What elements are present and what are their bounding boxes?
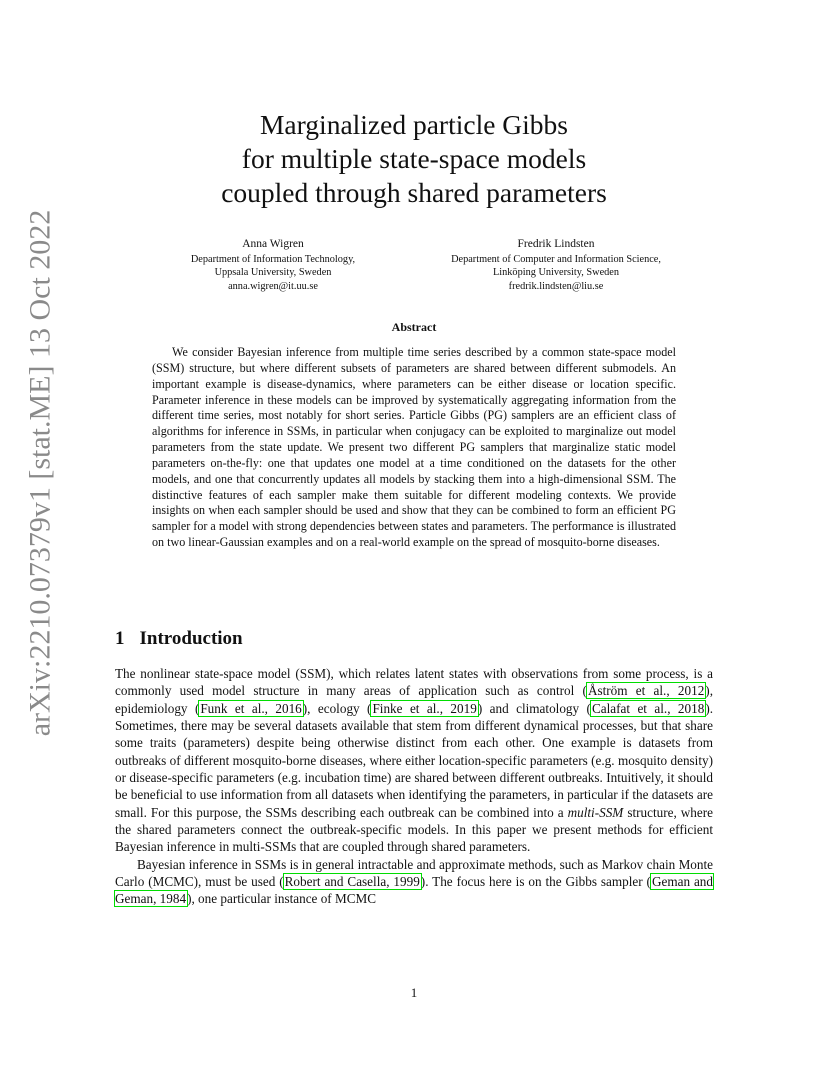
text-run: ). The focus here is on the Gibbs sampler ( xyxy=(420,874,651,890)
citation-link[interactable]: Finke et al., 2019 xyxy=(372,700,477,716)
section-number: 1 xyxy=(115,628,125,649)
text-run: ) and climatology ( xyxy=(477,700,591,716)
author-2 xyxy=(428,238,684,293)
emphasis: multi-SSM xyxy=(567,804,624,820)
page-number: 1 xyxy=(410,985,418,1000)
text-run: ), one particular instance of MCMC xyxy=(187,891,377,907)
paper-title xyxy=(115,108,713,210)
citation-link[interactable]: Funk et al., 2016 xyxy=(200,700,302,716)
author-name: Fredrik Lindsten xyxy=(517,238,595,250)
text-run: ), epidemiology ( xyxy=(115,683,713,716)
title-line-3: coupled through shared parameters xyxy=(221,177,607,208)
text-run: ), ecology ( xyxy=(302,700,372,716)
section-title: Introduction xyxy=(139,628,243,649)
introduction-body xyxy=(115,665,713,908)
title-line-1: Marginalized particle Gibbs xyxy=(259,109,568,140)
citation-link[interactable]: Calafat et al., 2018 xyxy=(591,700,705,716)
abstract-heading: Abstract xyxy=(391,320,437,334)
author-institution: Linköping University, Sweden xyxy=(492,267,620,278)
text-run: The nonlinear state-space model (SSM), which relates latent states with observations from some process, is a commonly used model structure in many areas of application such as control ( xyxy=(115,666,713,699)
author-department: Department of Computer and Information Science, xyxy=(451,253,661,265)
abstract-text: We consider Bayesian inference from multiple time series described by a common state-space model (SSM) structure, but where different subsets of parameters are shared between different submodels. An important example is disease-dynamics, where parameters can be either disease or location specific. Parameter inference in these models can be improved by systematically aggregating information from the different time series, most notably for short series. Particle Gibbs (PG) samplers are an efficient class of algorithms for inference in SSMs, in particular when conjugacy can be exploited to marginalize out model parameters from the state update. We present two different PG samplers that marginalize static model parameters on-the-fly: one that updates one model at a time conditioned on the datasets for the other models, and one that concurrently updates all models by stacking them into a high-dimensional SSM. The distinctive features of each sampler make them suitable for different modeling contexts. We provide insights on when each sampler should be used and show that they can be combined to form an efficient PG sampler for a model with strong dependencies between states and parameters. The performance is illustrated on two linear-Gaussian examples and on a real-world example on the spread of mosquito-borne diseases. xyxy=(152,345,676,550)
paragraph xyxy=(115,665,713,856)
author-email[interactable]: fredrik.lindsten@liu.se xyxy=(508,280,604,292)
text-run: Bayesian inference in SSMs is in general intractable and approximate methods, such as Markov chain Monte Carlo (MCMC), must be used ( xyxy=(115,856,713,890)
citation-link[interactable]: Åström et al., 2012 xyxy=(587,683,705,699)
author-1 xyxy=(173,238,373,293)
section-heading xyxy=(115,628,243,650)
citation-link[interactable]: Robert and Casella, 1999 xyxy=(284,874,420,890)
author-department: Department of Information Technology, xyxy=(190,253,356,265)
author-institution: Uppsala University, Sweden xyxy=(214,267,332,278)
text-run: structure, where the shared parameters connect the outbreak-specific models. In this paper we present methods for efficient Bayesian inference in multi-SSMs that are coupled through shared parameters. xyxy=(115,804,713,855)
paragraph xyxy=(115,856,713,908)
citation-link[interactable]: Geman and Geman, 1984 xyxy=(115,874,713,907)
author-name: Anna Wigren xyxy=(242,238,304,250)
arxiv-stamp-text: arXiv:2210.07379v1 [stat.ME] 13 Oct 2022 xyxy=(23,209,57,736)
title-line-2: for multiple state-space models xyxy=(241,143,587,174)
text-run: ). Sometimes, there may be several datasets available that stem from different dynamical processes, but that share some traits (parameters) despite being otherwise distinct from each other. One example is datasets from outbreaks of different mosquito-borne diseases, where either location-specific parameters (e.g. mosquito density) or disease-specific parameters (e.g. incubation time) are shared between different outbreaks. Intuitively, it should be beneficial to use information from all datasets when identifying the parameters, in particular if the datasets are small. For this purpose, the SSMs describing each outbreak can be combined into a xyxy=(115,700,714,820)
author-email[interactable]: anna.wigren@it.uu.se xyxy=(228,280,318,292)
